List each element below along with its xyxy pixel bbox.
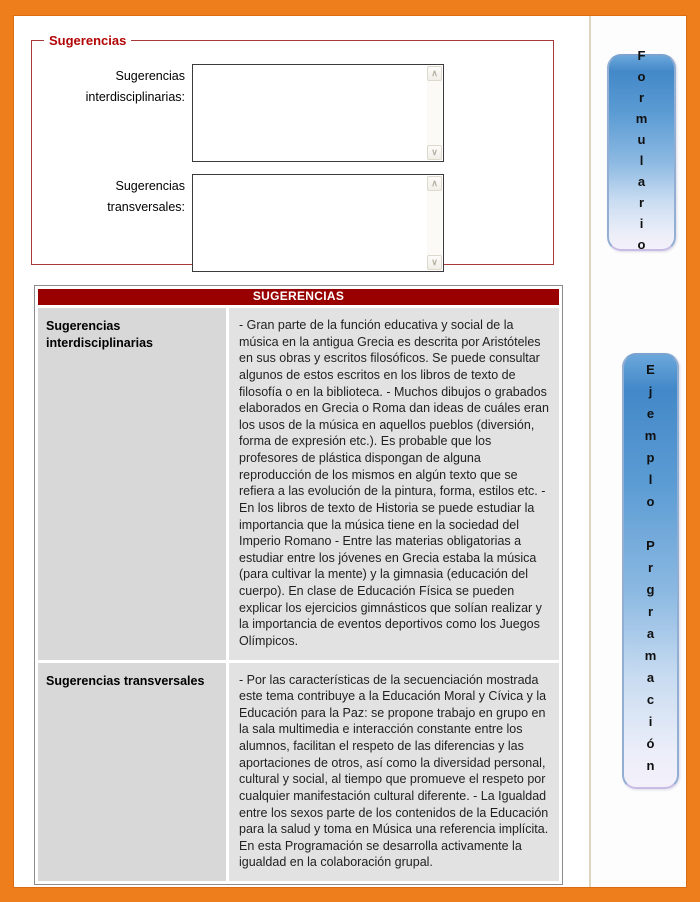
scroll-up-icon[interactable]: ∧ bbox=[427, 176, 442, 191]
table-header-row bbox=[38, 289, 559, 305]
ejemplo-programacion-button[interactable] bbox=[622, 353, 679, 789]
formulario-button-label: Formulario bbox=[634, 47, 649, 258]
table-row bbox=[38, 663, 559, 882]
field-label-transversales: Sugerencias transversales: bbox=[107, 179, 185, 214]
main-panel bbox=[14, 16, 589, 887]
fieldset-legend: Sugerencias bbox=[49, 33, 127, 48]
scroll-down-icon[interactable]: ∨ bbox=[427, 145, 442, 160]
textarea-scrollbar[interactable] bbox=[427, 66, 442, 160]
row-content-interdisciplinarias: - Gran parte de la función educativa y social de la música en la antigua Grecia es descrita por Aristóteles en sus obras y escritos filosóficos. Se puede consultar algunos de estos escritos en los libros de texto de filosofía o en la biblioteca. - Muchos dibujos o grabados elaborados en Grecia o Roma dan ideas de cuáles eran los usos de la música en aquellos pueblos (diversión, forma de expresión etc.). Es probable que los profesores de plástica dispongan de alguna reproducción de los mismos en algún texto que se refiera a las evolución de la pintura, forma, estilos etc. - En los libros de texto de Historia se puede estudiar la importancia que la música tiene en la sociedad del Imperio Romano - Entre las materias obligatorias a estudiar entre los jóvenes en Grecia estaba la música (para cultivar la mente) y la gimnasia (educación del cuerpo). En clase de Educación Física se pueden explicar los ejercicios gimnásticos que solían realizar y la importancia de eventos deportivos como los Juegos Olímpicos. bbox=[229, 308, 559, 660]
transversales-textarea[interactable] bbox=[192, 174, 444, 272]
row-label-transversales: Sugerencias transversales bbox=[38, 663, 226, 882]
sidebar-panel bbox=[591, 16, 686, 887]
scroll-up-icon[interactable]: ∧ bbox=[427, 66, 442, 81]
row-label-interdisciplinarias: Sugerencias interdisciplinarias bbox=[38, 308, 226, 660]
interdisciplinarias-textarea[interactable] bbox=[192, 64, 444, 162]
textarea-scrollbar[interactable] bbox=[427, 176, 442, 270]
ejemplo-programacion-button-label: Ejemplo Prgramación bbox=[643, 362, 658, 780]
sugerencias-table bbox=[34, 285, 563, 885]
scroll-down-icon[interactable]: ∨ bbox=[427, 255, 442, 270]
field-row-transversales bbox=[40, 174, 545, 272]
field-label-interdisciplinarias: Sugerencias interdisciplinarias: bbox=[85, 69, 185, 104]
table-header: SUGERENCIAS bbox=[38, 289, 559, 305]
sugerencias-fieldset bbox=[31, 33, 554, 265]
formulario-button[interactable] bbox=[607, 47, 676, 258]
field-row-interdisciplinarias bbox=[40, 64, 545, 162]
table-row bbox=[38, 308, 559, 660]
content-frame bbox=[13, 15, 687, 888]
scrollbar-track[interactable] bbox=[427, 81, 442, 145]
row-content-transversales: - Por las características de la secuenciación mostrada este tema contribuye a la Educación Moral y Cívica y la Educación para la Paz: se propone trabajo en grupo en la sala multimedia e interacción constante entre los alumnos, facilitan el respeto de las diferencias y las aportaciones de otros, así como la diversidad personal, cultural y social, al tiempo que promueve el respeto por cualquier manifestación cultural diferente. - La Igualdad entre los sexos parte de los contenidos de la Educación para la salud y toma en Música una referencia implícita. En esta Programación se desarrolla activamente la igualdad en la colaboración grupal. bbox=[229, 663, 559, 882]
scrollbar-track[interactable] bbox=[427, 191, 442, 255]
